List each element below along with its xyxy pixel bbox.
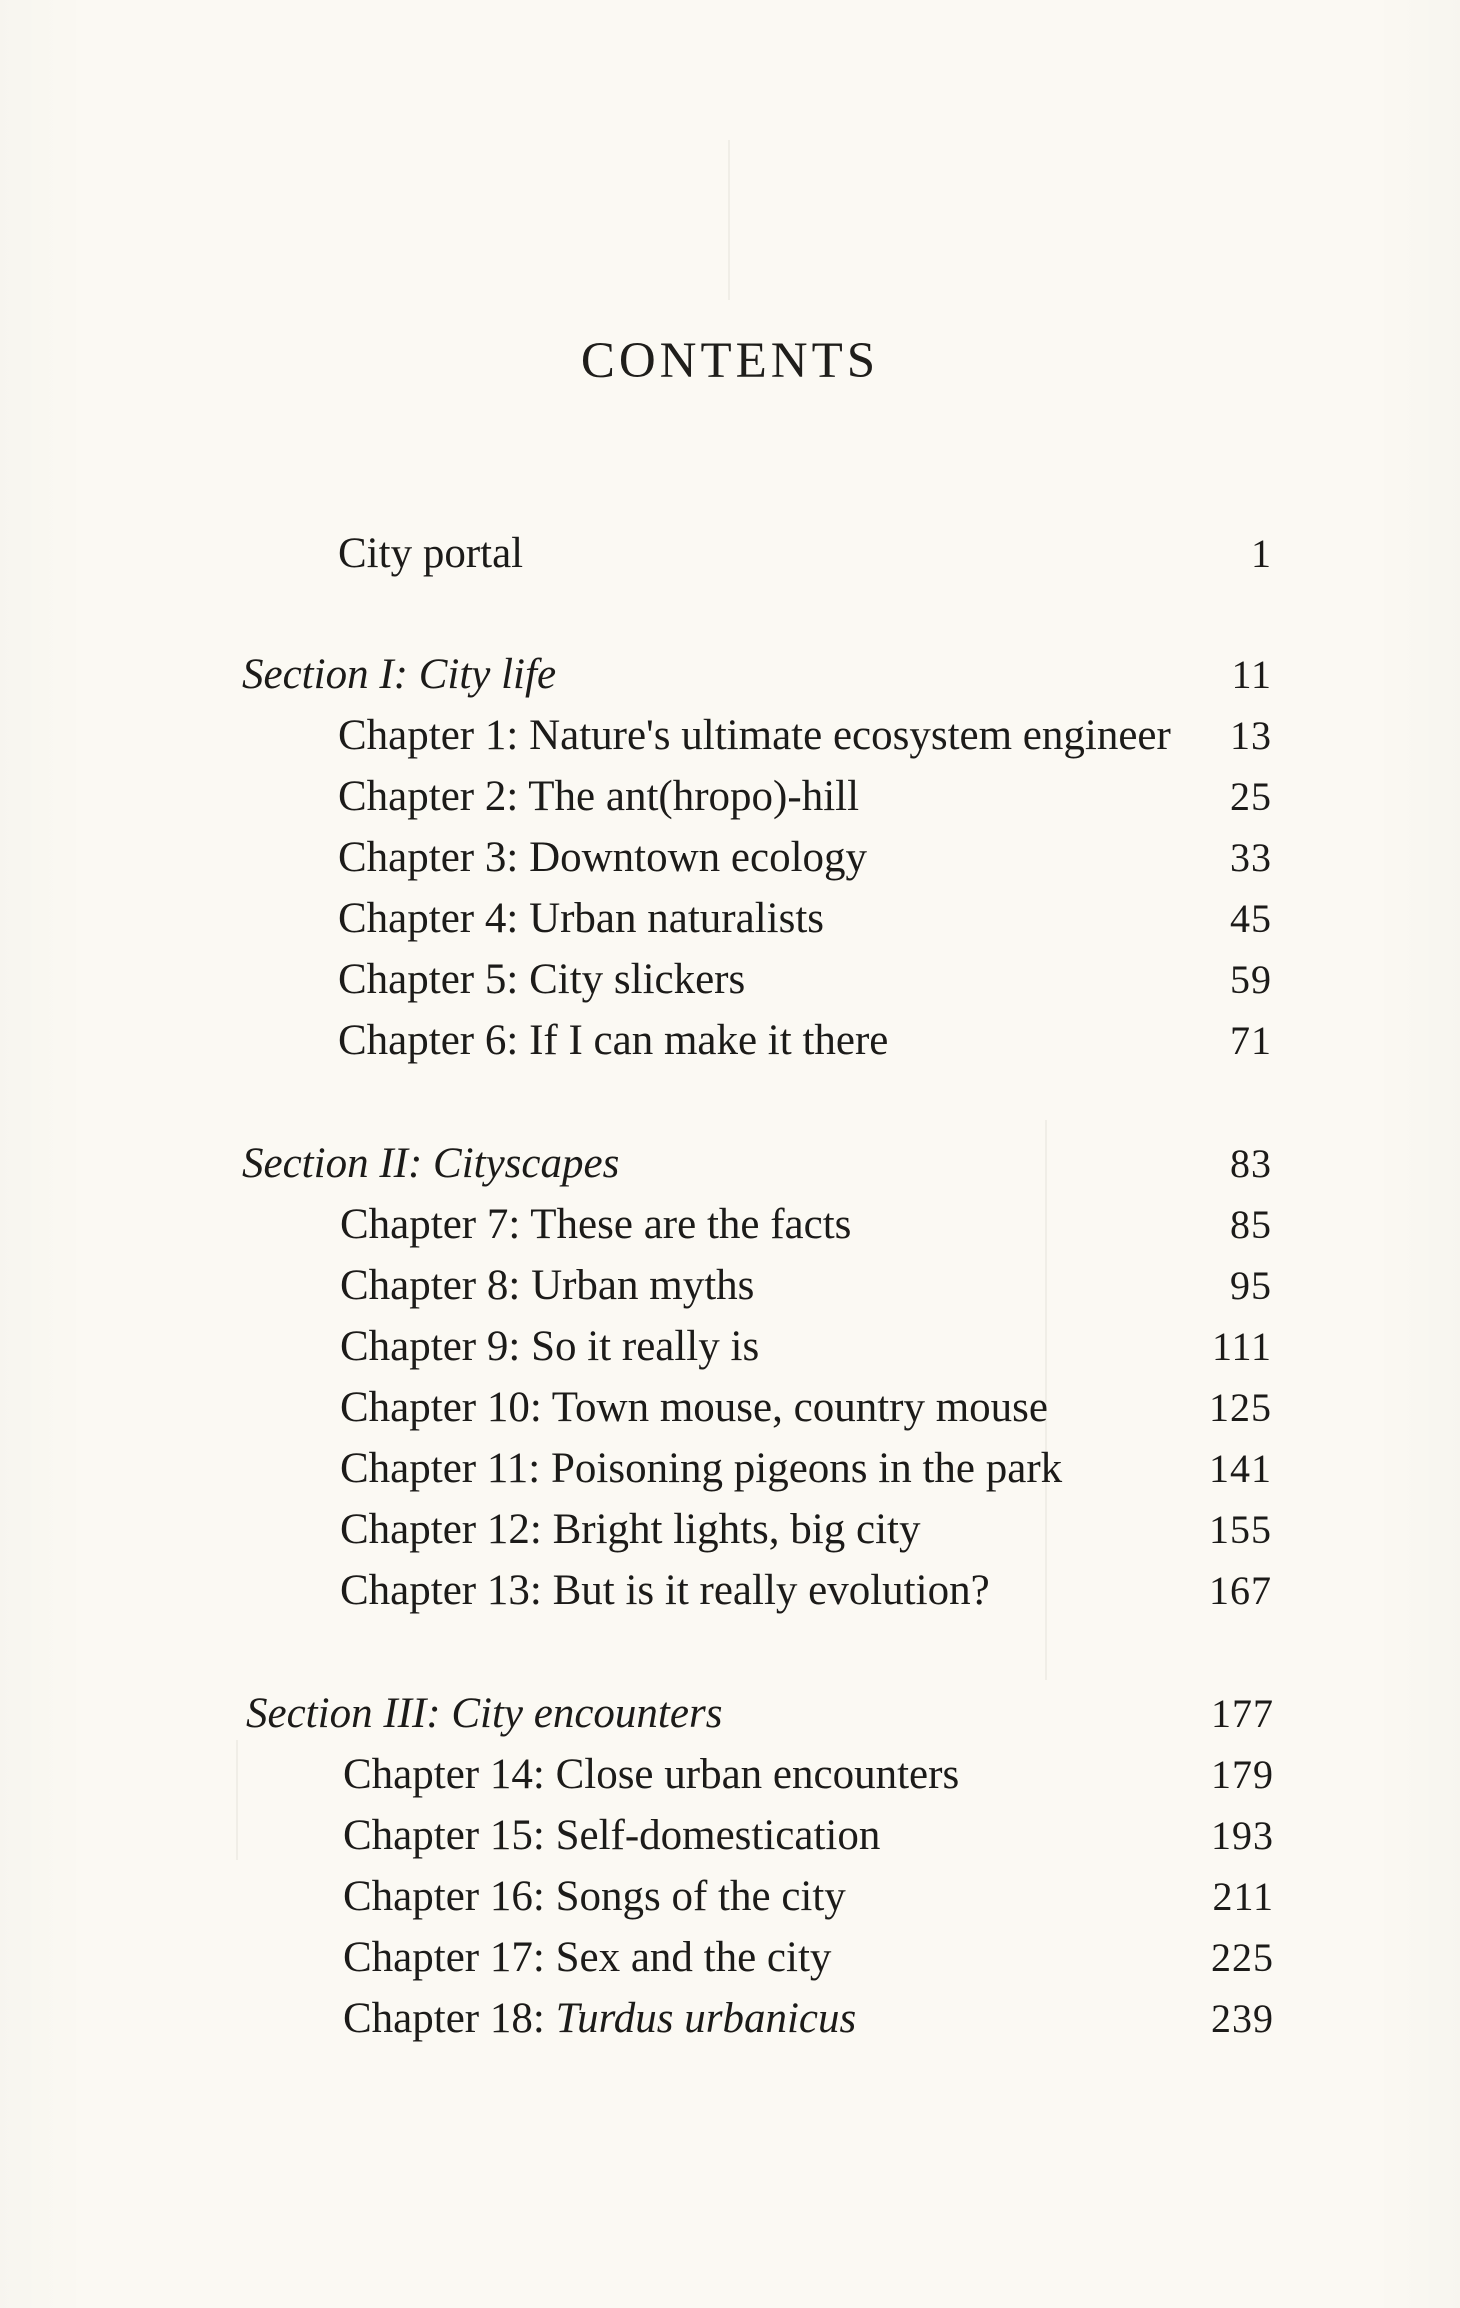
toc-chapter-page: 155 — [1209, 1507, 1272, 1552]
toc-chapter-page: 167 — [1209, 1568, 1272, 1613]
toc-section-1[interactable] — [242, 646, 1272, 704]
toc-chapter-page: 111 — [1211, 1324, 1272, 1369]
toc-chapter-9[interactable] — [340, 1318, 1272, 1376]
toc-chapter-4[interactable] — [338, 890, 1272, 948]
toc-chapter-label: Chapter 12: Bright lights, big city — [340, 1506, 921, 1553]
toc-chapter-11[interactable] — [340, 1440, 1272, 1498]
toc-chapter-13[interactable] — [340, 1562, 1272, 1620]
toc-chapter-label: Chapter 8: Urban myths — [340, 1262, 755, 1309]
toc-chapter-page: 33 — [1230, 835, 1272, 880]
toc-section-2[interactable] — [242, 1135, 1272, 1193]
toc-chapter-page: 13 — [1230, 713, 1272, 758]
toc-section-label: Section III: City encounters — [246, 1690, 723, 1737]
toc-chapter-label: Chapter 5: City slickers — [338, 956, 746, 1003]
toc-chapter-page: 239 — [1211, 1996, 1274, 2041]
toc-chapter-label: Chapter 1: Nature's ultimate ecosystem engineer — [338, 712, 1171, 759]
toc-chapter-label: Chapter 14: Close urban encounters — [343, 1751, 960, 1798]
toc-chapter-page: 59 — [1230, 957, 1272, 1002]
toc-chapter-label — [343, 1990, 856, 2048]
toc-chapter-label: Chapter 9: So it really is — [340, 1323, 760, 1370]
toc-section-label: Section I: City life — [242, 651, 557, 698]
toc-section-page: 177 — [1211, 1691, 1274, 1736]
toc-chapter-prefix: Chapter 18: — [343, 1995, 545, 2042]
toc-chapter-2[interactable] — [338, 768, 1272, 826]
toc-chapter-10[interactable] — [340, 1379, 1272, 1437]
page-title: CONTENTS — [580, 333, 880, 389]
toc-chapter-italic-title: Turdus urbanicus — [555, 1995, 857, 2042]
toc-chapter-3[interactable] — [338, 829, 1272, 887]
toc-section-3[interactable] — [246, 1685, 1274, 1743]
toc-chapter-label: Chapter 16: Songs of the city — [343, 1873, 846, 1920]
toc-chapter-1[interactable] — [338, 707, 1272, 765]
toc-chapter-label: Chapter 7: These are the facts — [340, 1201, 852, 1248]
toc-chapter-page: 225 — [1211, 1935, 1274, 1980]
toc-chapter-page: 179 — [1211, 1752, 1274, 1797]
toc-chapter-page: 211 — [1212, 1874, 1274, 1919]
toc-chapter-18[interactable] — [343, 1990, 1274, 2048]
toc-chapter-page: 95 — [1230, 1263, 1272, 1308]
toc-chapter-page: 141 — [1209, 1446, 1272, 1491]
toc-entry-page: 1 — [1251, 531, 1272, 576]
toc-chapter-page: 45 — [1230, 896, 1272, 941]
toc-chapter-5[interactable] — [338, 951, 1272, 1009]
toc-chapter-page: 193 — [1211, 1813, 1274, 1858]
toc-chapter-17[interactable] — [343, 1929, 1274, 1987]
toc-chapter-label: Chapter 17: Sex and the city — [343, 1934, 832, 1981]
toc-chapter-14[interactable] — [343, 1746, 1274, 1804]
toc-chapter-7[interactable] — [340, 1196, 1272, 1254]
toc-chapter-label: Chapter 10: Town mouse, country mouse — [340, 1384, 1048, 1431]
toc-chapter-label: Chapter 6: If I can make it there — [338, 1017, 889, 1064]
toc-chapter-page: 85 — [1230, 1202, 1272, 1247]
toc-section-label: Section II: Cityscapes — [242, 1140, 620, 1187]
toc-entry-city-portal[interactable] — [338, 525, 1272, 583]
toc-section-page: 11 — [1231, 652, 1272, 697]
toc-chapter-16[interactable] — [343, 1868, 1274, 1926]
toc-chapter-label: Chapter 13: But is it really evolution? — [340, 1567, 990, 1614]
toc-chapter-8[interactable] — [340, 1257, 1272, 1315]
toc-chapter-15[interactable] — [343, 1807, 1274, 1865]
toc-chapter-label: Chapter 15: Self-domestication — [343, 1812, 881, 1859]
toc-entry-label: City portal — [338, 530, 524, 577]
toc-chapter-12[interactable] — [340, 1501, 1272, 1559]
toc-chapter-label: Chapter 2: The ant(hropo)-hill — [338, 773, 860, 820]
toc-section-page: 83 — [1230, 1141, 1272, 1186]
toc-chapter-label: Chapter 3: Downtown ecology — [338, 834, 868, 881]
toc-chapter-page: 71 — [1230, 1018, 1272, 1063]
toc-chapter-label: Chapter 4: Urban naturalists — [338, 895, 825, 942]
toc-chapter-6[interactable] — [338, 1012, 1272, 1070]
toc-chapter-page: 25 — [1230, 774, 1272, 819]
toc-chapter-label: Chapter 11: Poisoning pigeons in the park — [340, 1445, 1063, 1492]
toc-chapter-page: 125 — [1209, 1385, 1272, 1430]
